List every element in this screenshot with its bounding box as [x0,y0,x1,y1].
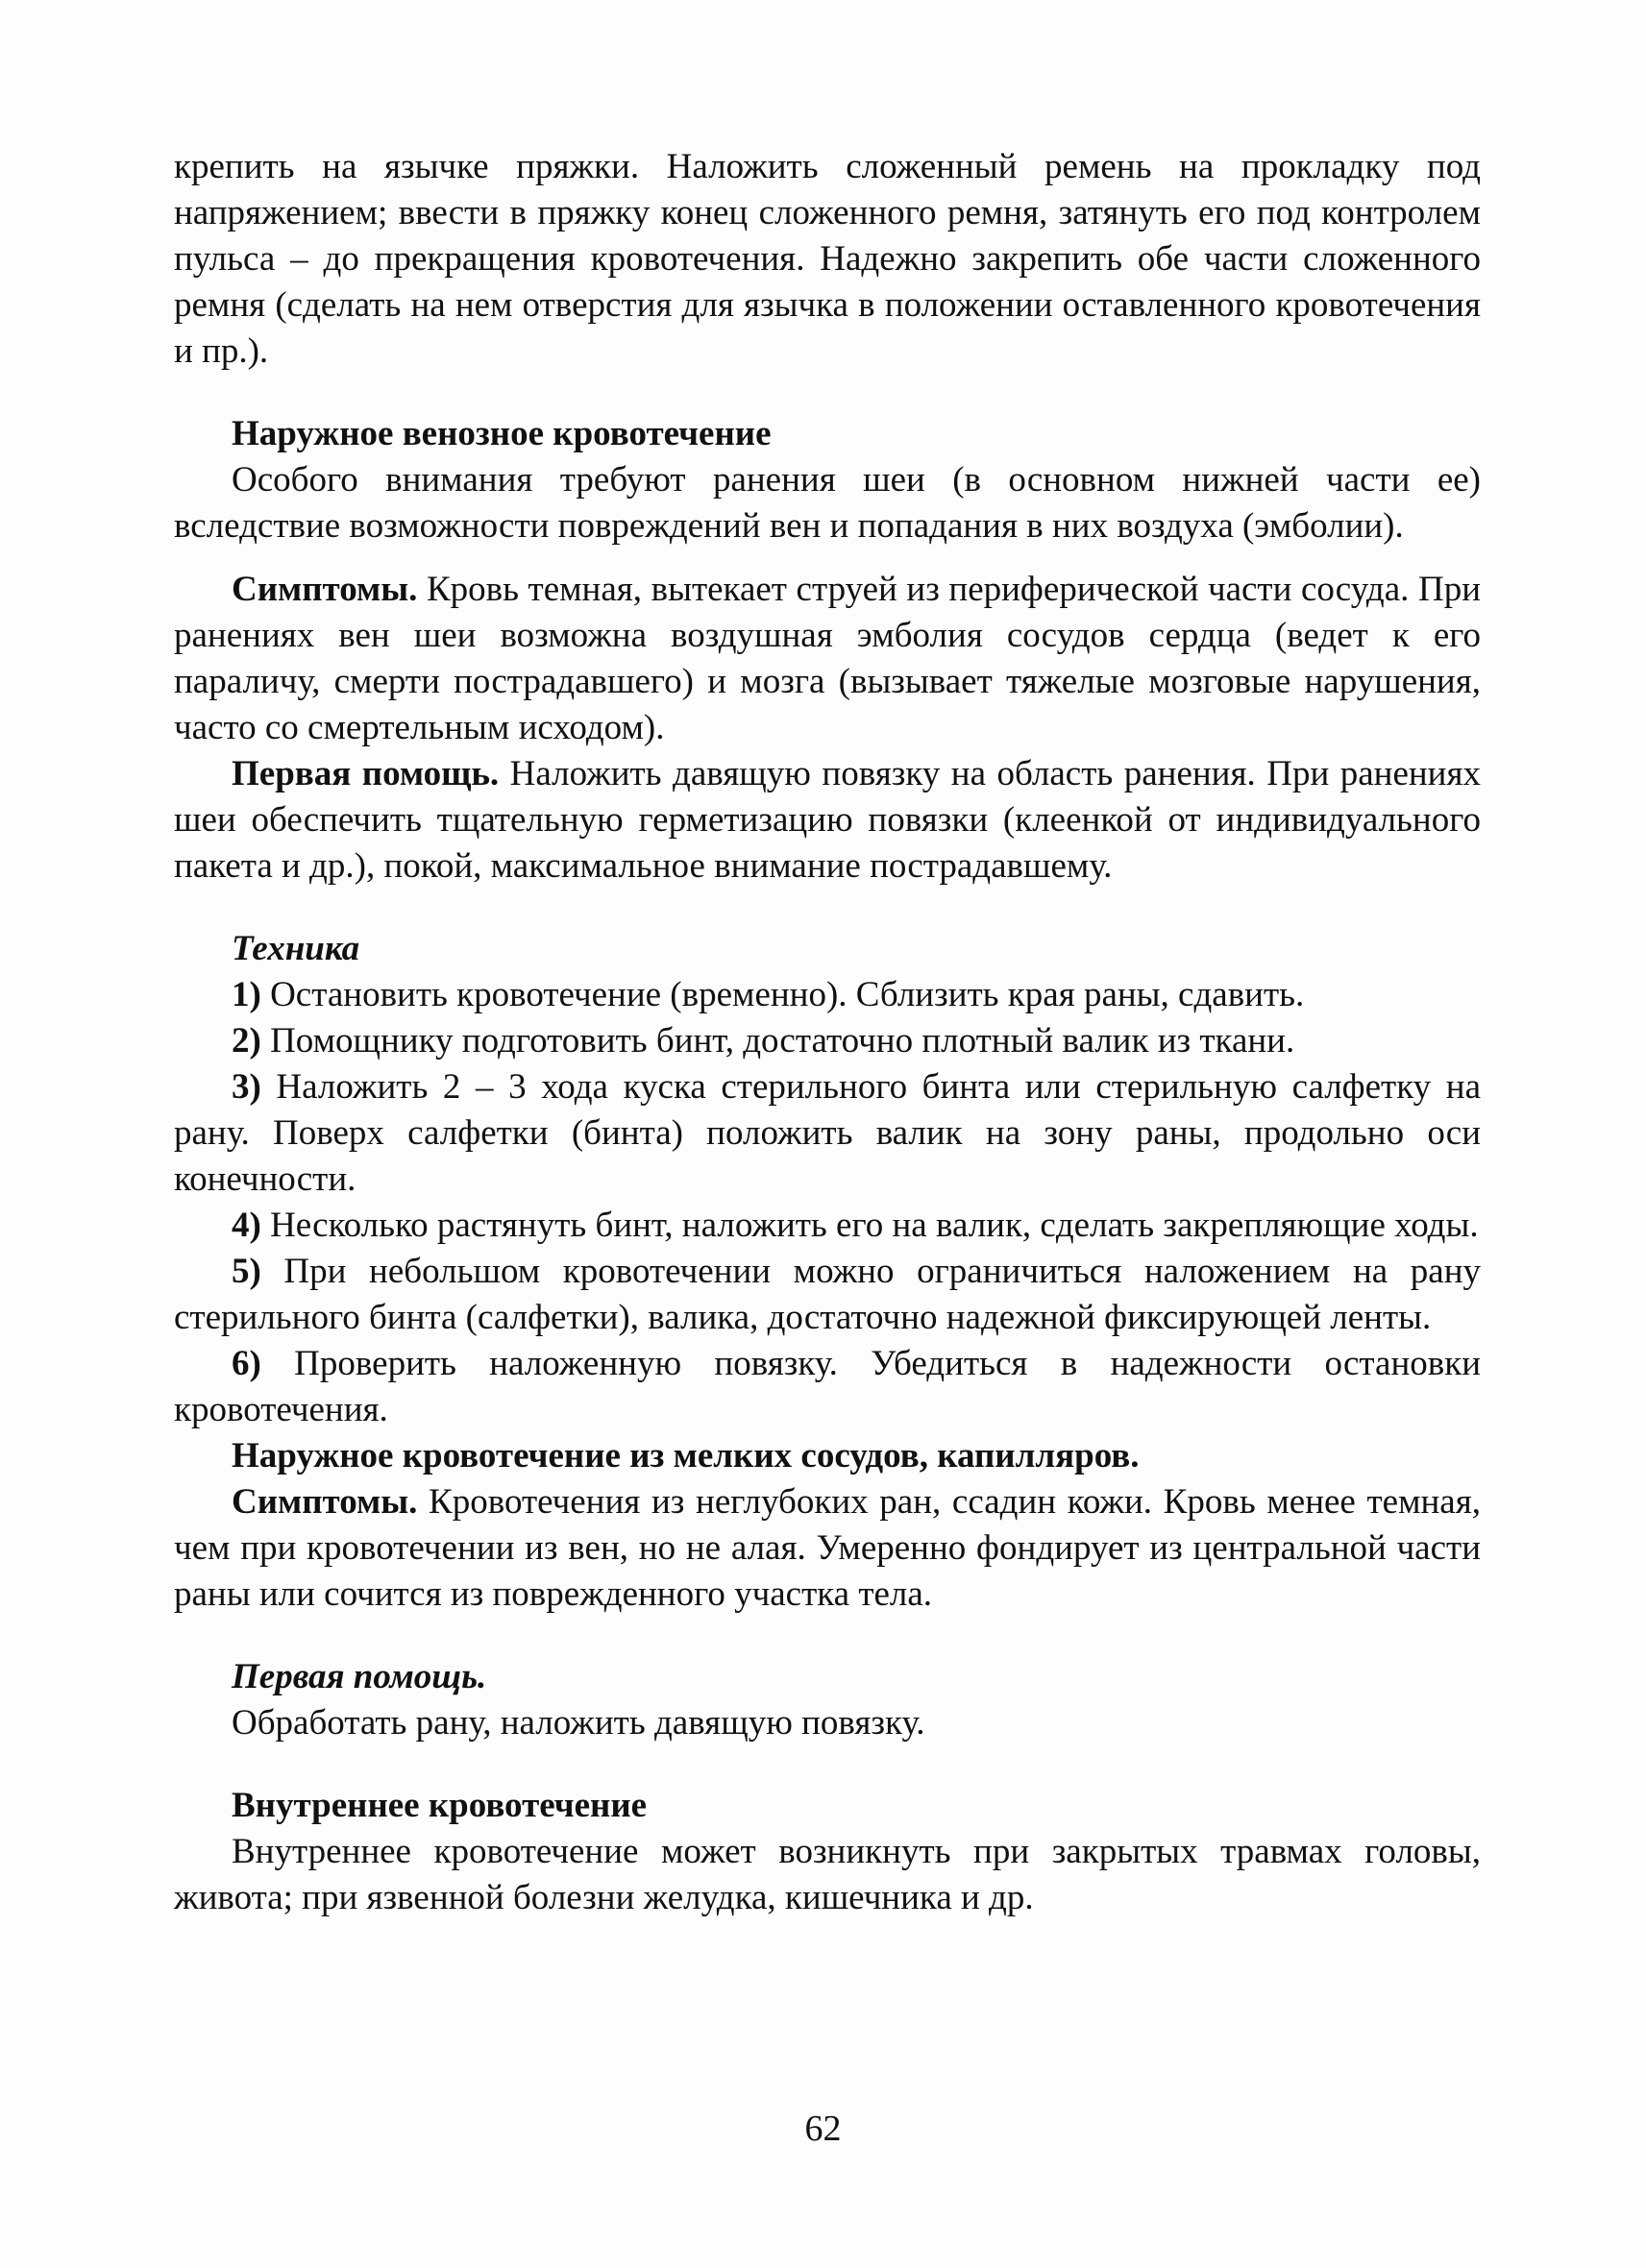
step-number: 3) [232,1067,261,1107]
internal-bleeding-paragraph: Внутреннее кровотечение может возникнуть при закрытых травмах головы, живота; при язвенной болезни желудка, кишечника и др. [174,1832,1481,1917]
capillary-symptoms-paragraph [174,1479,1481,1618]
step-text: Помощнику подготовить бинт, достаточно плотный валик из ткани. [260,1021,1295,1061]
step-text: При небольшом кровотечении можно ограничиться наложением на рану стерильного бинта (салфетки), валика, достаточно надежной фиксирующей ленты. [174,1252,1481,1337]
step-text: Наложить 2 – 3 хода куска стерильного бинта или стерильную салфетку на рану. Поверх салфетки (бинта) положить валик на зону раны, продольно оси конечности. [174,1067,1481,1199]
symptoms-text: Кровотечения из неглубоких ран, ссадин кожи. Кровь менее темная, чем при кровотечении из вен, но не алая. Умеренно фондирует из центральной части раны или сочится из поврежденного участка тела. [174,1482,1481,1614]
step-number: 4) [232,1206,261,1245]
first-aid-text: Наложить давящую повязку на область ранения. При ранениях шеи обеспечить тщательную герметизацию повязки (клеенкой от индивидуального пакета и др.), покой, максимальное внимание пострадавшему. [174,754,1481,886]
step-number: 2) [232,1021,261,1061]
page-number: 62 [804,2109,842,2149]
step-text: Проверить наложенную повязку. Убедиться в надежности остановки кровотечения. [174,1344,1481,1429]
step-number: 1) [232,975,261,1014]
internal-bleeding-heading: Внутреннее кровотечение [232,1786,648,1825]
venous-first-aid-paragraph [174,751,1481,890]
step-text: Несколько растянуть бинт, наложить его на валик, сделать закрепляющие ходы. [260,1206,1479,1245]
venous-symptoms-paragraph [174,567,1481,751]
first-aid-label: Первая помощь. [232,754,500,793]
step-number: 5) [232,1252,261,1291]
technique-step [174,1341,1481,1433]
technique-heading: Техника [232,929,360,968]
venous-intro-paragraph: Особого внимания требуют ранения шеи (в основном нижней части ее) вследствие возможности повреждений вен и попадания в них воздуха (эмболии). [174,460,1481,546]
symptoms-label: Симптомы. [232,570,418,609]
intro-paragraph: крепить на язычке пряжки. Наложить сложенный ремень на прокладку под напряжением; ввести в пряжку конец сложенного ремня, затянуть его под контролем пульса – до прекращения кровотечения. Надежно закрепить обе части сложенного ремня (сделать на нем отверстия для язычка в положении оставленного кровотечения и пр.). [174,147,1481,371]
technique-step [174,1064,1481,1203]
technique-step [174,1018,1481,1064]
technique-step [174,1203,1481,1249]
step-number: 6) [232,1344,261,1383]
capillary-first-aid-heading: Первая помощь. [232,1657,487,1696]
symptoms-text: Кровь темная, вытекает струей из периферической части сосуда. При ранениях вен шеи возможна воздушная эмболия сосудов сердца (ведет к его параличу, смерти пострадавшего) и мозга (вызывает тяжелые мозговые нарушения, часто со смертельным исходом). [174,570,1481,747]
capillary-first-aid-text: Обработать рану, наложить давящую повязку. [232,1703,925,1743]
technique-step [174,1249,1481,1341]
step-text: Остановить кровотечение (временно). Сблизить края раны, сдавить. [260,975,1305,1014]
technique-step [174,972,1481,1018]
capillary-bleeding-heading: Наружное кровотечение из мелких сосудов, капилляров. [232,1436,1140,1475]
venous-bleeding-heading: Наружное венозное кровотечение [232,414,772,453]
symptoms-label: Симптомы. [232,1482,418,1522]
